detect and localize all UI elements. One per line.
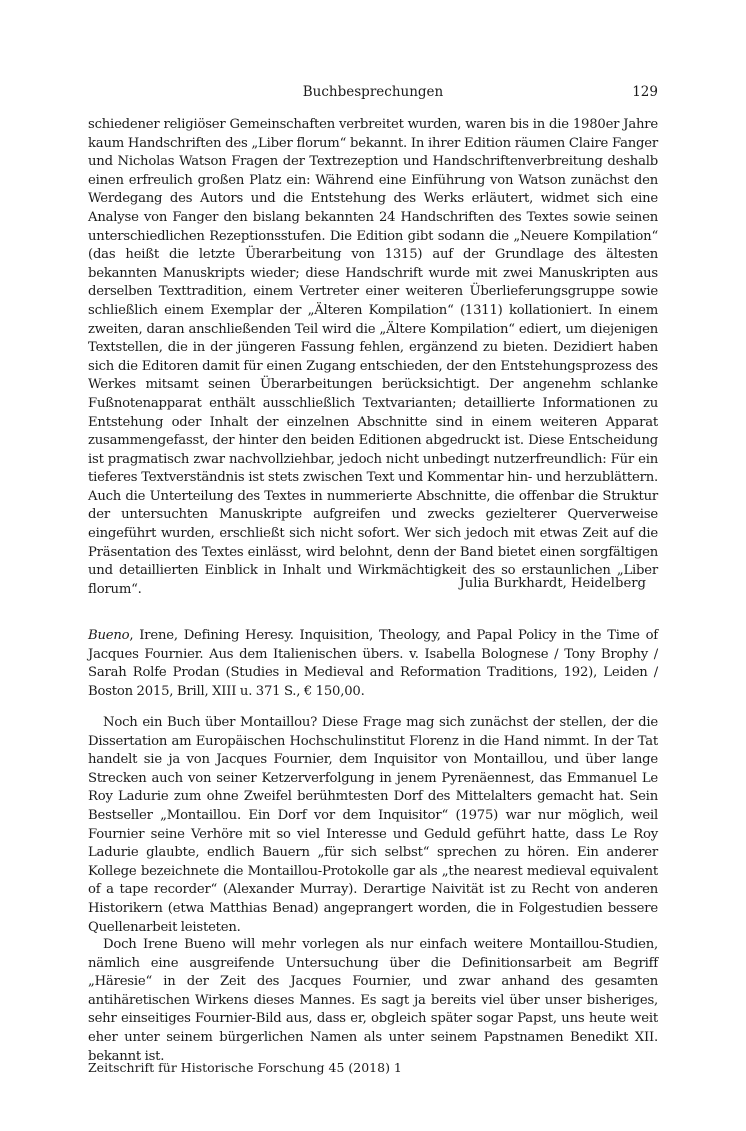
- page-number: 129: [632, 84, 658, 100]
- previous-review-continuation: [88, 116, 658, 599]
- citation-details: , Irene, Defining Heresy. Inquisition, Theology, and Papal Policy in the Time of Jacques Fournier. Aus dem Italienischen übers. v. Isabella Bolognese / Tony Brophy / Sarah Rolfe Prodan (Studies in Medieval and Reformation Traditions, 192), Leiden / Boston 2015, Brill, XIII u. 371 S., € 150,00.: [88, 628, 658, 699]
- review-text: Doch Irene Bueno will mehr vorlegen als nur einfach weitere Montaillou-Studien, nämlich eine ausgreifende Untersuchung über die Definitionsarbeit am Begriff „Häresie“ in der Zeit des Jacques Fournier, und zwar anhand des gesamten antihäretischen Wirkens dieses Mannes. Es sagt ja bereits viel über unser bisheriges, sehr einseitiges Fournier-Bild aus, dass er, obgleich später sogar Papst, uns heute weit eher unter seinem bürgerlichen Namen als unter seinem Papstnamen Benedikt XII. bekannt ist.: [88, 937, 658, 1064]
- citation-author: Bueno: [88, 628, 130, 643]
- reviewer-signature: Julia Burkhardt, Heidelberg: [459, 576, 646, 591]
- continuation-paragraph: schiedener religiöser Gemeinschaften verbreitet wurden, waren bis in die 1980er Jahre kaum Handschriften des „Liber florum“ bekannt. In ihrer Edition räumen Claire Fanger und Nicholas Watson Fragen der Textrezeption und Handschriftenverbreitung deshalb einen erfreulich großen Platz ein: Während eine Einführung von Watson zunächst den Werdegang des Autors und die Entstehung des Werks erläutert, widmet sich eine Analyse von Fanger den bislang bekannten 24 Handschriften des Textes sowie seinen unterschiedlichen Rezeptionsstufen. Die Edition gibt sodann die „Neuere Kompilation“ (das heißt die letzte Überarbeitung von 1315) auf der Grundlage des ältesten bekannten Manuskripts wieder; diese Handschrift wurde mit zwei Manuskripten aus derselben Texttradition, einem Vertreter einer weiteren Überlieferungsgruppe sowie schließlich einem Exemplar der „Älteren Kompilation“ (1311) kollationiert. In einem zweiten, daran anschließenden Teil wird die „Ältere Kompilation“ ediert, um diejenigen Textstellen, die in der jüngeren Fassung fehlen, ergänzend zu bieten. Dezidiert haben sich die Editoren damit für einen Zugang entschieden, der den Entstehungsprozess des Werkes mitsamt seinen Überarbeitungen berücksichtigt. Der angenehm schlanke Fußnotenapparat enthält ausschließlich Textvarianten; detaillierte Informationen zu Entstehung oder Inhalt der einzelnen Abschnitte sind in einem weiteren Apparat zusammengefasst, der hinter den beiden Editionen abgedruckt ist. Diese Entscheidung ist pragmatisch zwar nachvollziehbar, jedoch nicht unbedingt nutzerfreundlich: Für ein tieferes Textverständnis ist stets zwischen Text und Kommentar hin- und herzublättern. Auch die Unterteilung des Textes in nummerierte Abschnitte, die offenbar die Struktur der untersuchten Manuskripte aufgreifen und zwecks gezielterer Querverweise eingeführt wurden, erschließt sich nicht sofort. Wer sich jedoch mit etwas Zeit auf die Präsentation des Textes einlässt, wird belohnt, denn der Band bietet einen sorgfältigen und detaillierten Einblick in Inhalt und Wirkmächtigkeit des so erstaunlichen „Liber florum“.: [88, 117, 658, 597]
- citation-text: [88, 627, 658, 701]
- review-text: Noch ein Buch über Montaillou? Diese Frage mag sich zunächst der stellen, der die Dissertation am Europäischen Hochschulinstitut Florenz in die Hand nimmt. In der Tat handelt sie ja von Jacques Fournier, dem Inquisitor von Montaillou, und über lange Strecken auch von seiner Ketzerverfolgung in jenem Pyrenäennest, das Emmanuel Le Roy Ladurie zum ohne Zweifel berühmtesten Dorf des Mittelalters gemacht hat. Sein Bestseller „Montaillou. Ein Dorf vor dem Inquisitor“ (1975) war nur möglich, weil Fournier seine Verhöre mit so viel Interesse und Geduld geführt hatte, dass Le Roy Ladurie glaubte, endlich Bauern „für sich selbst“ sprechen zu hören. Ein anderer Kollege bezeichnete die Montaillou-Protokolle gar als „the nearest medieval equivalent of a tape recorder“ (Alexander Murray). Derartige Naivität ist zu Recht von anderen Historikern (etwa Matthias Benad) angeprangert worden, die in Folgestudien bessere Quellenarbeit leisteten.: [88, 715, 658, 935]
- book-citation: [88, 627, 658, 701]
- review-paragraph-2: [88, 936, 658, 1066]
- journal-footer: Zeitschrift für Historische Forschung 45 (2018) 1: [88, 1060, 402, 1075]
- running-header: [88, 84, 658, 102]
- review-paragraph-1: [88, 714, 658, 937]
- running-title: Buchbesprechungen: [302, 84, 444, 100]
